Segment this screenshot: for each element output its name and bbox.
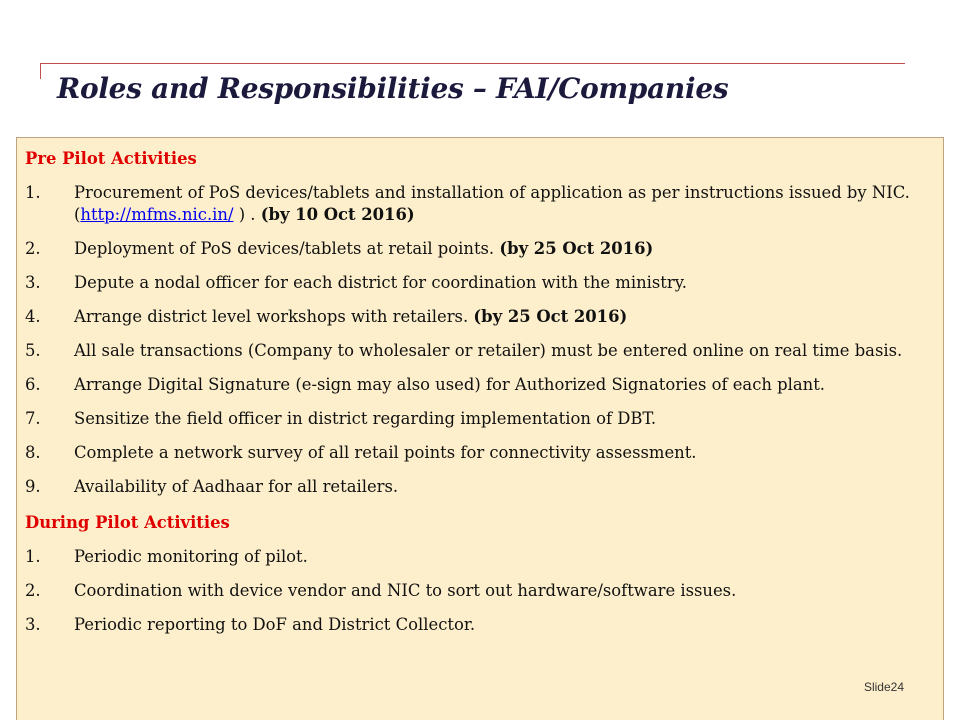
list-item-text: Arrange Digital Signature (e-sign may also used) for Authorized Signatories of each plant.: [74, 375, 826, 394]
list-item: [25, 442, 929, 464]
list-item-text: [74, 238, 929, 260]
list-item-text: Availability of Aadhaar for all retailers.: [74, 477, 399, 496]
deadline-text: (by 25 Oct 2016): [473, 307, 628, 326]
list-item-number: 5.: [25, 341, 41, 360]
list-item-number: 7.: [25, 409, 41, 428]
list-item-number: 2.: [25, 239, 41, 258]
list-item-text: Complete a network survey of all retail points for connectivity assessment.: [74, 443, 697, 462]
list-item: [25, 182, 929, 226]
list-item-body: Deployment of PoS devices/tablets at retail points.: [74, 239, 500, 258]
list-item-number: 8.: [25, 443, 41, 462]
list-item-number: 3.: [25, 615, 41, 634]
nic-link[interactable]: http://mfms.nic.in/: [80, 205, 234, 224]
list-item-number: 4.: [25, 307, 41, 326]
list-item-text: Periodic monitoring of pilot.: [74, 547, 308, 566]
list-item: [25, 614, 929, 636]
list-item: [25, 476, 929, 498]
list-item: [25, 408, 929, 430]
list-item-text: Periodic reporting to DoF and District Collector.: [74, 615, 476, 634]
list-item-text: All sale transactions (Company to wholesaler or retailer) must be entered online on real time basis.: [74, 341, 903, 360]
deadline-text: (by 10 Oct 2016): [260, 205, 415, 224]
list-item: [25, 272, 929, 294]
list-item-text: [74, 182, 929, 226]
list-item-number: 9.: [25, 477, 41, 496]
during-pilot-heading: During Pilot Activities: [25, 513, 230, 532]
list-item-text: Sensitize the field officer in district regarding implementation of DBT.: [74, 409, 657, 428]
slide-title: Roles and Responsibilities – FAI/Companies: [57, 72, 729, 105]
slide-number: Slide24: [863, 680, 904, 694]
list-item-text: Depute a nodal officer for each district for coordination with the ministry.: [74, 273, 688, 292]
list-item-number: 1.: [25, 547, 41, 566]
list-item-body-after-link: ) .: [233, 205, 261, 224]
list-item-text: Coordination with device vendor and NIC to sort out hardware/software issues.: [74, 581, 737, 600]
list-item-number: 3.: [25, 273, 41, 292]
list-item-body: Procurement of PoS devices/tablets and installation of application as per instructions issued by NIC. (: [74, 183, 910, 224]
list-item: [25, 340, 929, 362]
list-item: [25, 238, 929, 260]
list-item-number: 1.: [25, 183, 41, 202]
deadline-text: (by 25 Oct 2016): [499, 239, 654, 258]
pre-pilot-heading: Pre Pilot Activities: [25, 149, 197, 168]
list-item-text: [74, 306, 929, 328]
title-divider-tick: [40, 63, 41, 79]
pre-pilot-list: [25, 182, 929, 498]
list-item: [25, 306, 929, 328]
list-item: [25, 580, 929, 602]
list-item-number: 2.: [25, 581, 41, 600]
list-item-body: Arrange district level workshops with retailers.: [74, 307, 474, 326]
list-item: [25, 546, 929, 568]
list-item: [25, 374, 929, 396]
list-item-number: 6.: [25, 375, 41, 394]
during-pilot-list: [25, 546, 929, 636]
title-divider-line: [40, 63, 905, 64]
content-box: [16, 137, 944, 720]
